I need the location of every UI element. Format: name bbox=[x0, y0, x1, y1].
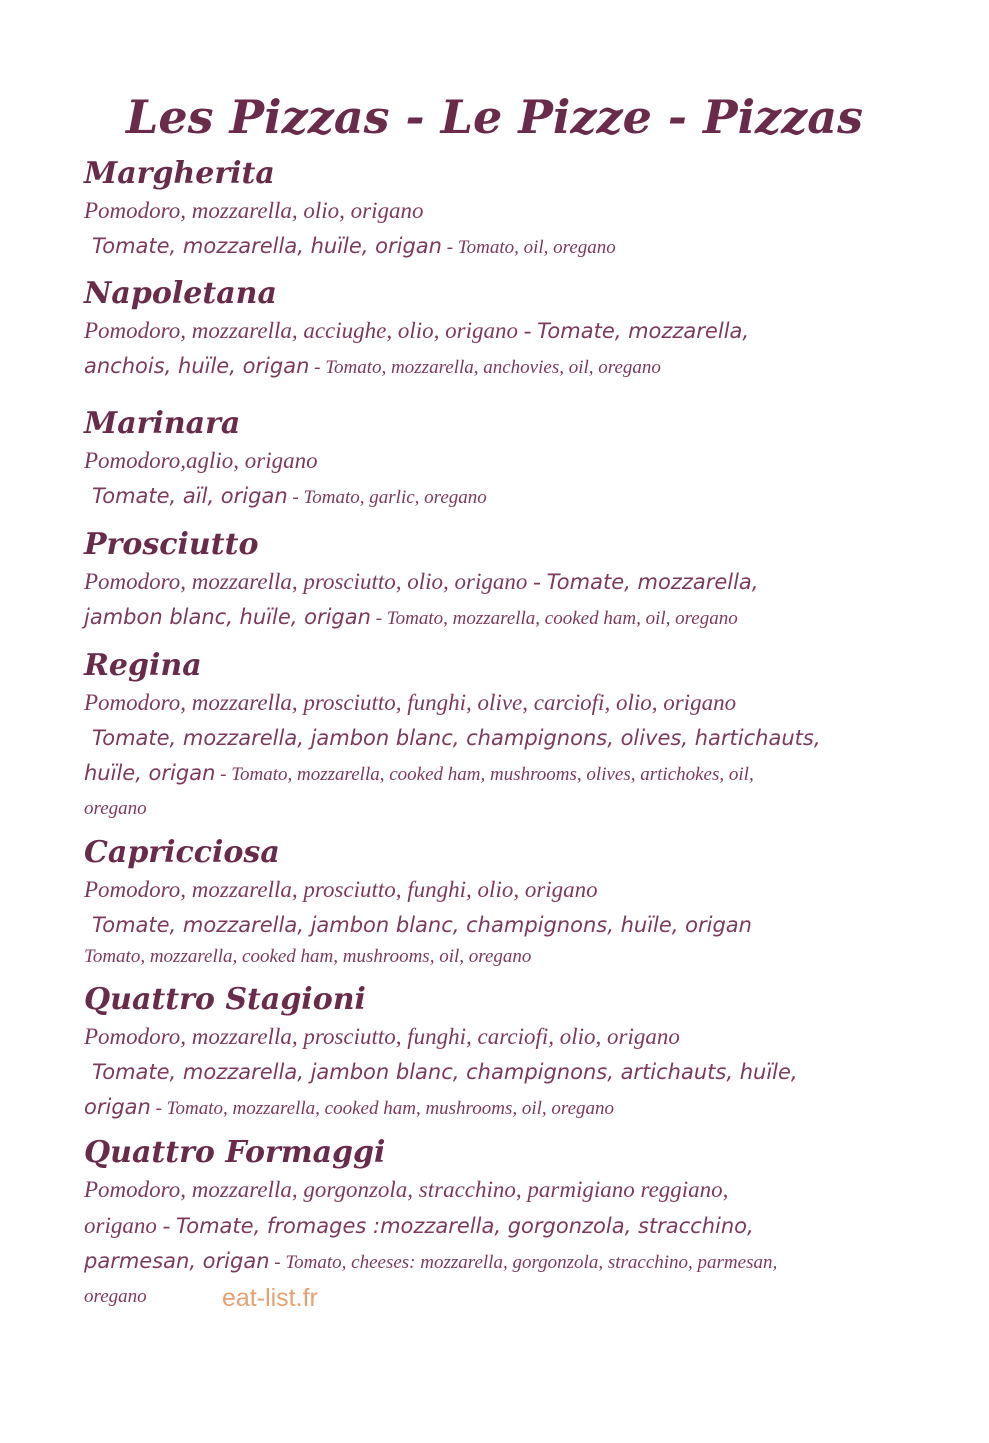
pizza-ingredients-en: oregano bbox=[84, 798, 147, 819]
page-title: Les Pizzas - Le Pizze - Pizzas bbox=[126, 90, 863, 144]
pizza-ingredients-fr-en: Tomate, aïl, origan - Tomato, garlic, oregano bbox=[92, 484, 487, 508]
pizza-ingredients-it-fr: origano - Tomate, fromages :mozzarella, gorgonzola, stracchino, bbox=[84, 1213, 754, 1238]
pizza-ingredients-fr-en: origan - Tomato, mozzarella, cooked ham, mushrooms, oil, oregano bbox=[84, 1095, 615, 1119]
pizza-name: Margherita bbox=[84, 156, 275, 191]
pizza-margherita bbox=[84, 154, 924, 265]
pizza-regina bbox=[84, 646, 924, 826]
pizza-name: Regina bbox=[84, 648, 202, 683]
pizza-name: Quattro Formaggi bbox=[84, 1135, 386, 1170]
pizza-ingredients-fr-en: Tomate, mozzarella, huïle, origan - Tomato, oil, oregano bbox=[92, 234, 616, 258]
pizza-name: Napoletana bbox=[84, 276, 277, 311]
pizza-ingredients-fr-en: jambon blanc, huïle, origan - Tomato, mozzarella, cooked ham, oil, oregano bbox=[84, 605, 738, 629]
pizza-ingredients-fr-en: anchois, huïle, origan - Tomato, mozzarella, anchovies, oil, oregano bbox=[84, 354, 661, 378]
pizza-quattro-formaggi bbox=[84, 1133, 924, 1314]
pizza-ingredients-fr-en: parmesan, origan - Tomato, cheeses: mozzarella, gorgonzola, stracchino, parmesan, bbox=[84, 1249, 778, 1273]
pizza-ingredients-en: oregano bbox=[84, 1286, 147, 1307]
pizza-ingredients-fr: Tomate, mozzarella, jambon blanc, champignons, huïle, origan bbox=[92, 913, 752, 937]
pizza-name: Prosciutto bbox=[84, 527, 259, 562]
pizza-name: Quattro Stagioni bbox=[84, 982, 366, 1017]
pizza-ingredients-it-fr: Pomodoro, mozzarella, prosciutto, olio, origano - Tomate, mozzarella, bbox=[84, 569, 759, 594]
pizza-ingredients-fr: Tomate, mozzarella, jambon blanc, champignons, artichauts, huïle, bbox=[92, 1060, 798, 1084]
pizza-napoletana bbox=[84, 274, 924, 385]
pizza-prosciutto bbox=[84, 525, 924, 636]
pizza-marinara bbox=[84, 404, 924, 515]
pizza-ingredients-it: Pomodoro, mozzarella, prosciutto, funghi, olio, origano bbox=[84, 877, 598, 902]
pizza-quattro-stagioni bbox=[84, 980, 924, 1126]
pizza-ingredients-it: Pomodoro, mozzarella, gorgonzola, stracchino, parmigiano reggiano, bbox=[84, 1177, 729, 1202]
pizza-ingredients-it: Pomodoro, mozzarella, olio, origano bbox=[84, 198, 424, 223]
pizza-ingredients-fr: Tomate, mozzarella, jambon blanc, champignons, olives, hartichauts, bbox=[92, 726, 821, 750]
pizza-capricciosa bbox=[84, 833, 924, 971]
pizza-ingredients-fr-en: huïle, origan - Tomato, mozzarella, cooked ham, mushrooms, olives, artichokes, oil, bbox=[84, 761, 754, 785]
pizza-name: Marinara bbox=[84, 406, 241, 441]
pizza-ingredients-it-fr: Pomodoro, mozzarella, acciughe, olio, origano - Tomate, mozzarella, bbox=[84, 318, 750, 343]
pizza-ingredients-it: Pomodoro, mozzarella, prosciutto, funghi, carciofi, olio, origano bbox=[84, 1024, 680, 1049]
pizza-ingredients-it: Pomodoro,aglio, origano bbox=[84, 448, 318, 473]
pizza-ingredients-it: Pomodoro, mozzarella, prosciutto, funghi, olive, carciofi, olio, origano bbox=[84, 690, 737, 715]
pizza-name: Capricciosa bbox=[84, 835, 280, 870]
pizza-ingredients-en: Tomato, mozzarella, cooked ham, mushrooms, oil, oregano bbox=[84, 946, 532, 967]
watermark-text: eat-list.fr bbox=[222, 1284, 318, 1312]
